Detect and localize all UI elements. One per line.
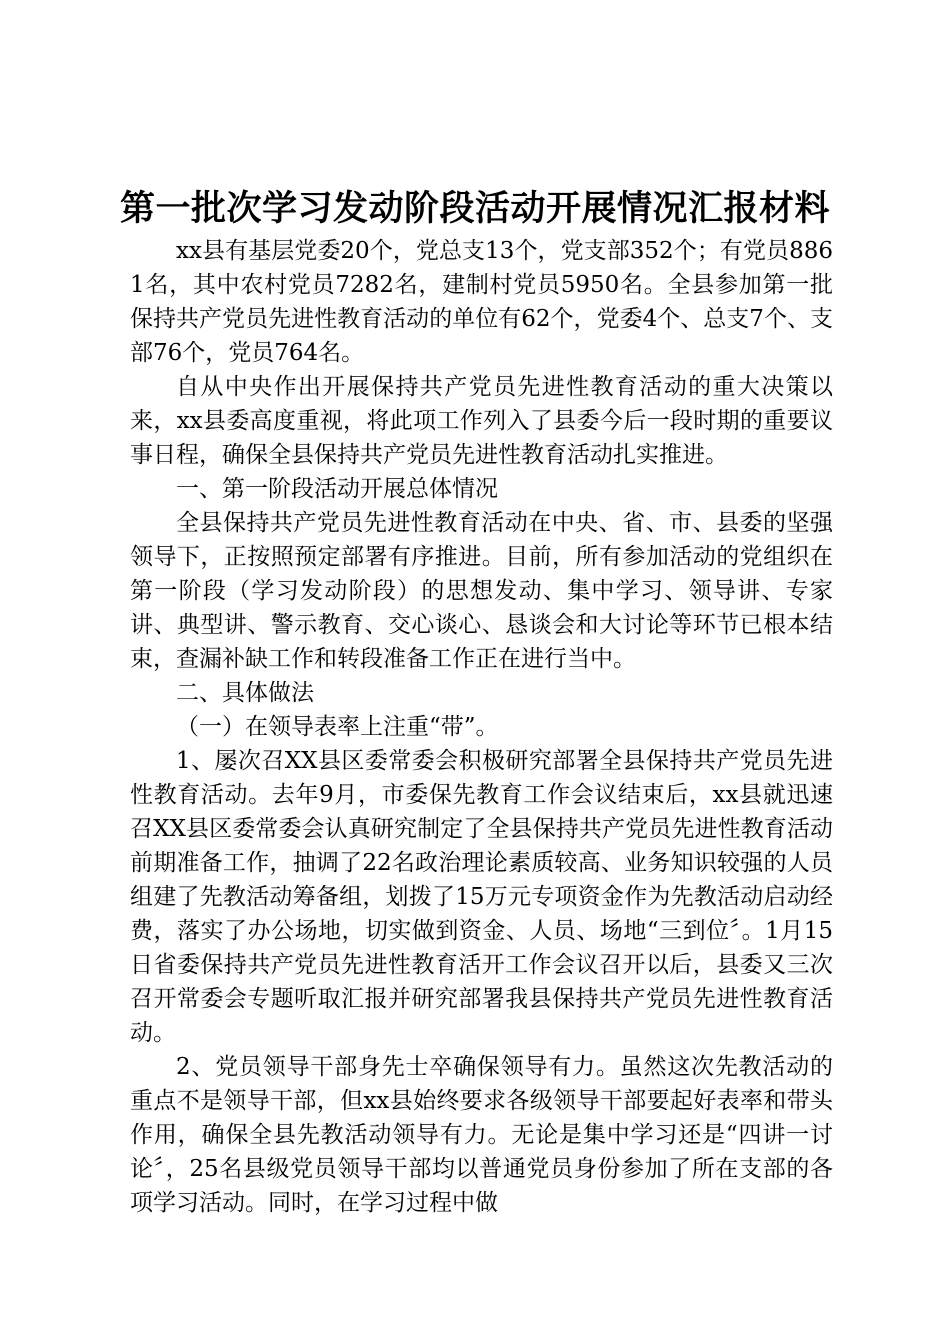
document-body (130, 234, 833, 1220)
subsection-heading-leadership: （一）在领导表率上注重“带”。 (176, 714, 499, 740)
paragraph-overall-progress: 全县保持共产党员先进性教育活动在中央、省、市、县委的坚强领导下，正按照预定部署有序推进。目前，所有参加活动的党组织在第一阶段（学习发动阶段）的思想发动、集中学习、领导讲、专家讲、典型讲、警示教育、交心谈心、恳谈会和大讨论等环节已根本结束，查漏补缺工作和转段准备工作正在进行当中。 (130, 510, 833, 672)
paragraph-item-1: 1、屡次召XX县区委常委会积极研究部署全县保持共产党员先进性教育活动。去年9月，市委保先教育工作会议结束后，xx县就迅速召XX县区委常委会认真研究制定了全县保持共产党员先进性教育活动前期准备工作，抽调了22名政治理论素质较高、业务知识较强的人员组建了先教活动筹备组，划拨了15万元专项资金作为先教活动启动经费，落实了办公场地，切实做到资金、人员、场地“三到位〞。1月15日省委保持共产党员先进性教育活开工作会议召开以后，县委又三次召开常委会专题听取汇报并研究部署我县保持共产党员先进性教育活动。 (130, 748, 833, 1046)
paragraph-item-2: 2、党员领导干部身先士卒确保领导有力。虽然这次先教活动的重点不是领导干部，但xx县始终要求各级领导干部要起好表率和带头作用，确保全县先教活动领导有力。无论是集中学习还是“四讲一讨论〞，25名县级党员领导干部均以普通党员身份参加了所在支部的各项学习活动。同时，在学习过程中做 (130, 1054, 833, 1216)
section-heading-specific-methods: 二、具体做法 (176, 680, 314, 706)
document-title: 第一批次学习发动阶段活动开展情况汇报材料 (119, 189, 830, 229)
section-heading-overall-situation: 一、第一阶段活动开展总体情况 (176, 476, 498, 502)
paragraph-intro-statistics: xx县有基层党委20个，党总支13个，党支部352个；有党员8861名，其中农村党员7282名，建制村党员5950名。全县参加第一批保持共产党员先进性教育活动的单位有62个，党委4个、总支7个、支部76个，党员764名。 (130, 238, 833, 366)
paragraph-county-attention: 自从中央作出开展保持共产党员先进性教育活动的重大决策以来，xx县委高度重视，将此项工作列入了县委今后一段时期的重要议事日程，确保全县保持共产党员先进性教育活动扎实推进。 (130, 374, 833, 468)
